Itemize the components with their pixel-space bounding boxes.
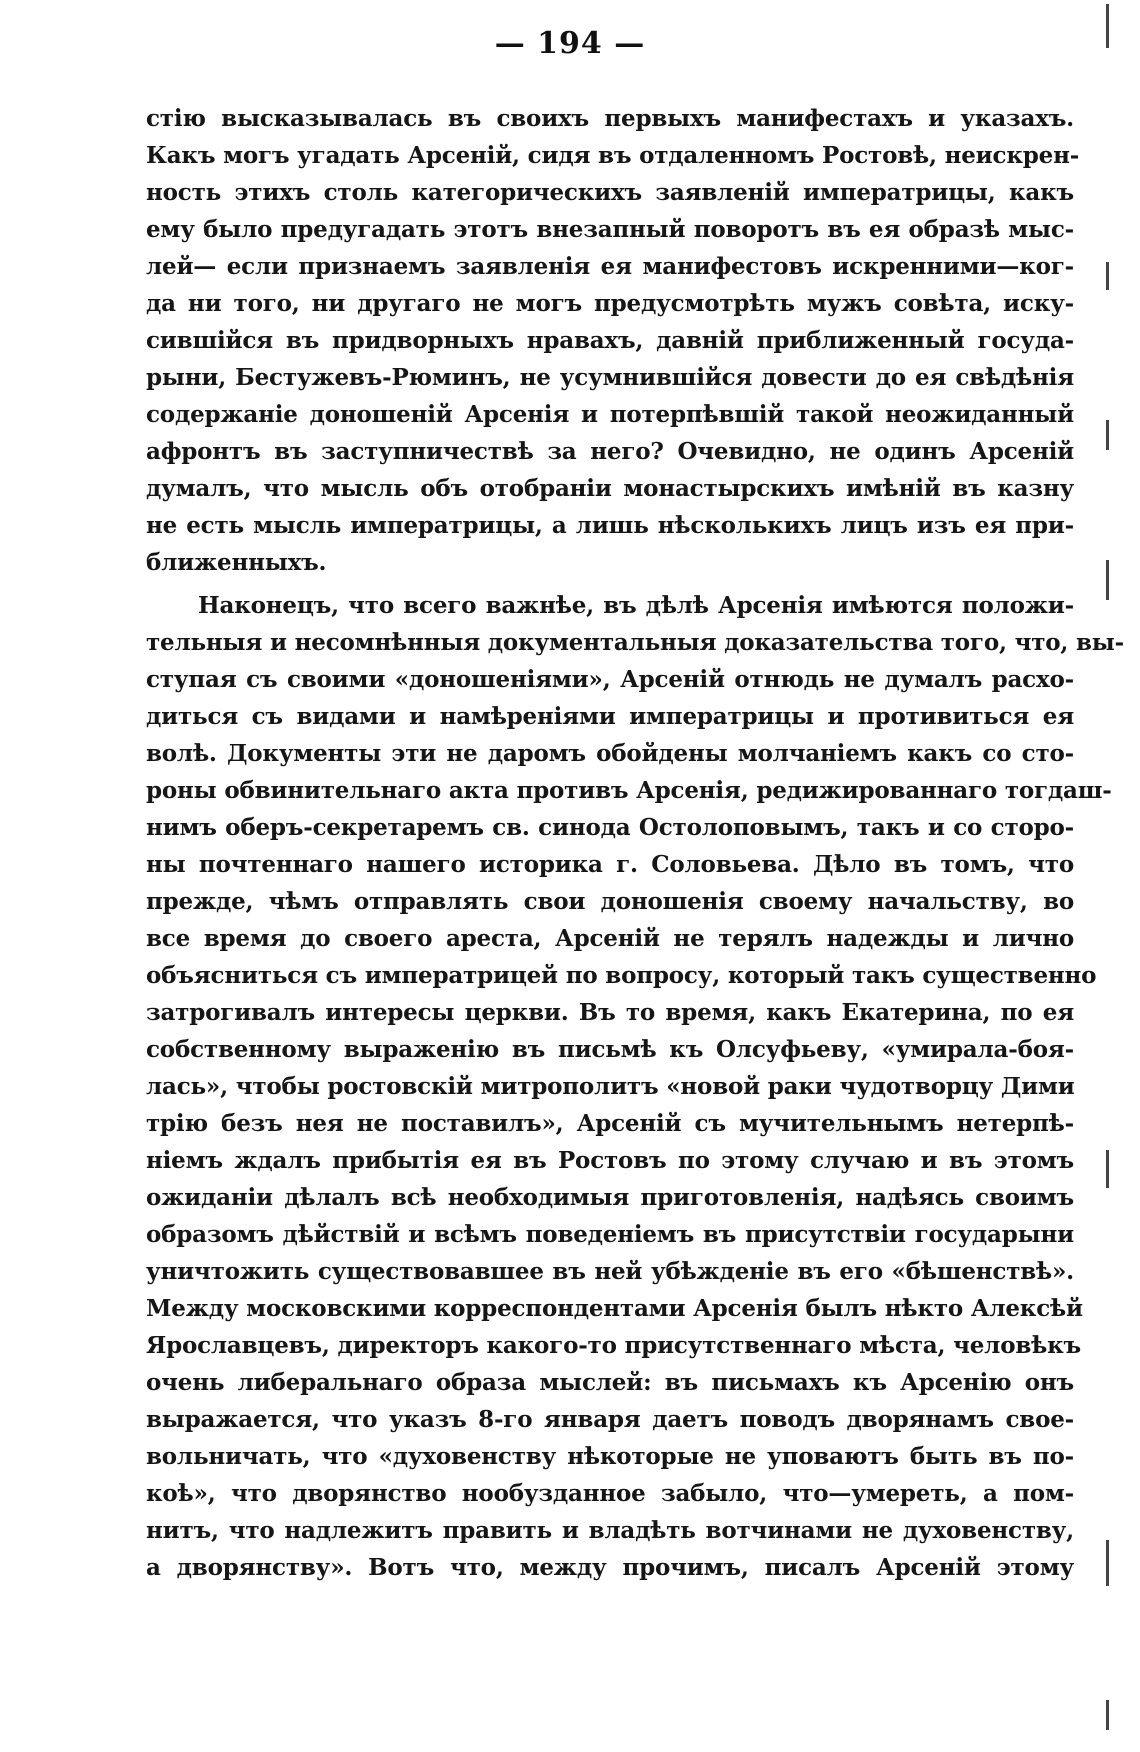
text-line: Наконецъ, что всего важнѣе, въ дѣлѣ Арсенія имѣются положи- [198,592,1074,619]
page-edge-mark [1106,262,1109,290]
text-line: не есть мысль императрицы, а лишь нѣсколькихъ лицъ изъ ея при- [146,512,1074,539]
text-line: а дворянству». Вотъ что, между прочимъ, писалъ Арсеній этому [146,1554,1074,1581]
text-line: ны почтеннаго нашего историка г. Соловьева. Дѣло въ томъ, что [146,851,1074,878]
text-line: ніемъ ждалъ прибытія ея въ Ростовъ по этому случаю и въ этомъ [146,1147,1074,1174]
text-line: рыни, Бестужевъ-Рюминъ, не усумнившійся довести до ея свѣдѣнія [146,364,1074,391]
paragraph [146,587,1125,1586]
text-line: ступая съ своими «доношеніями», Арсеній отнюдь не думалъ расхо- [146,666,1074,693]
page-edge-mark [1106,420,1109,450]
text-line: коѣ», что дворянство нообузданное забыло, что—умереть, а пом- [146,1480,1074,1507]
text-line: ему было предугадать этотъ внезапный поворотъ въ ея образѣ мыс- [146,216,1074,243]
text-line: Какъ могъ угадать Арсеній, сидя въ отдаленномъ Ростовѣ, неискрен- [146,142,1080,169]
text-line: ность этихъ столь категорическихъ заявленій императрицы, какъ [146,179,1074,206]
text-line: волѣ. Документы эти не даромъ обойдены молчаніемъ какъ со сто- [146,740,1074,767]
text-line: роны обвинительнаго акта противъ Арсенія, редижированнаго тогдаш- [146,777,1112,804]
text-line: да ни того, ни другаго не могъ предусмотрѣть мужъ совѣта, иску- [146,290,1074,317]
text-line: тельныя и несомнѣнныя документальныя доказательства того, что, вы- [146,629,1125,656]
text-line: прежде, чѣмъ отправлять свои доношенія своему начальству, во [146,888,1074,915]
text-line: очень либеральнаго образа мыслей: въ письмахъ къ Арсенію онъ [146,1369,1074,1396]
text-line: собственному выраженію въ письмѣ къ Олсуфьеву, «умирала-боя- [146,1036,1074,1063]
text-line: образомъ дѣйствій и всѣмъ поведеніемъ въ присутствіи государыни [146,1221,1074,1248]
page-edge-mark [1106,560,1109,600]
page-edge-mark [1106,1540,1109,1586]
text-line: трію безъ нея не поставилъ», Арсеній съ мучительнымъ нетерпѣ- [146,1110,1074,1137]
text-line: уничтожить существовавшее въ ней убѣжденіе въ его «бѣшенствѣ». [146,1258,1074,1285]
text-line: все время до своего ареста, Арсеній не терялъ надежды и лично [146,925,1074,952]
text-line: афронтъ въ заступничествѣ за него? Очевидно, не одинъ Арсеній [146,438,1074,465]
text-line: ближенныхъ. [146,549,327,576]
text-line: стію высказывалась въ своихъ первыхъ манифестахъ и указахъ. [146,105,1074,132]
text-line: выражается, что указъ 8-го января даетъ поводъ дворянамъ свое- [146,1406,1074,1433]
paragraph [146,100,1080,581]
text-line: нимъ оберъ-секретаремъ св. синода Остолоповымъ, такъ и со сторо- [146,814,1074,841]
text-line: вольничать, что «духовенству нѣкоторые не уповаютъ быть въ по- [146,1443,1074,1470]
text-line: затрогивалъ интересы церкви. Въ то время, какъ Екатерина, по ея [146,999,1074,1026]
text-line: сившійся въ придворныхъ нравахъ, давній приближенный госуда- [146,327,1074,354]
text-line: диться съ видами и намѣреніями императрицы и противиться ея [146,703,1074,730]
text-line: думалъ, что мысль объ отобраніи монастырскихъ имѣній въ казну [146,475,1074,502]
text-line: Ярославцевъ, директоръ какого-то присутственнаго мѣста, человѣкъ [146,1332,1081,1359]
text-line: нитъ, что надлежитъ править и владѣть вотчинами не духовенству, [146,1517,1074,1544]
page-edge-mark [1106,1700,1109,1730]
text-line: ожиданіи дѣлалъ всѣ необходимыя приготовленія, надѣясь своимъ [146,1184,1074,1211]
text-line: Между московскими корреспондентами Арсенія былъ нѣкто Алексѣй [146,1295,1083,1322]
page-edge-mark [1106,4,1109,48]
text-line: лась», чтобы ростовскій митрополитъ «новой раки чудотворцу Дими [146,1073,1075,1100]
page-body-text [146,100,1125,1586]
text-line: лей— если признаемъ заявленія ея манифестовъ искренними—ког- [146,253,1074,280]
page-edge-mark [1106,1150,1109,1188]
text-line: содержаніе доношеній Арсенія и потерпѣвшій такой неожиданный [146,401,1074,428]
page-number: — 194 — [494,26,646,61]
text-line: объясниться съ императрицей по вопросу, который такъ существенно [146,962,1097,989]
